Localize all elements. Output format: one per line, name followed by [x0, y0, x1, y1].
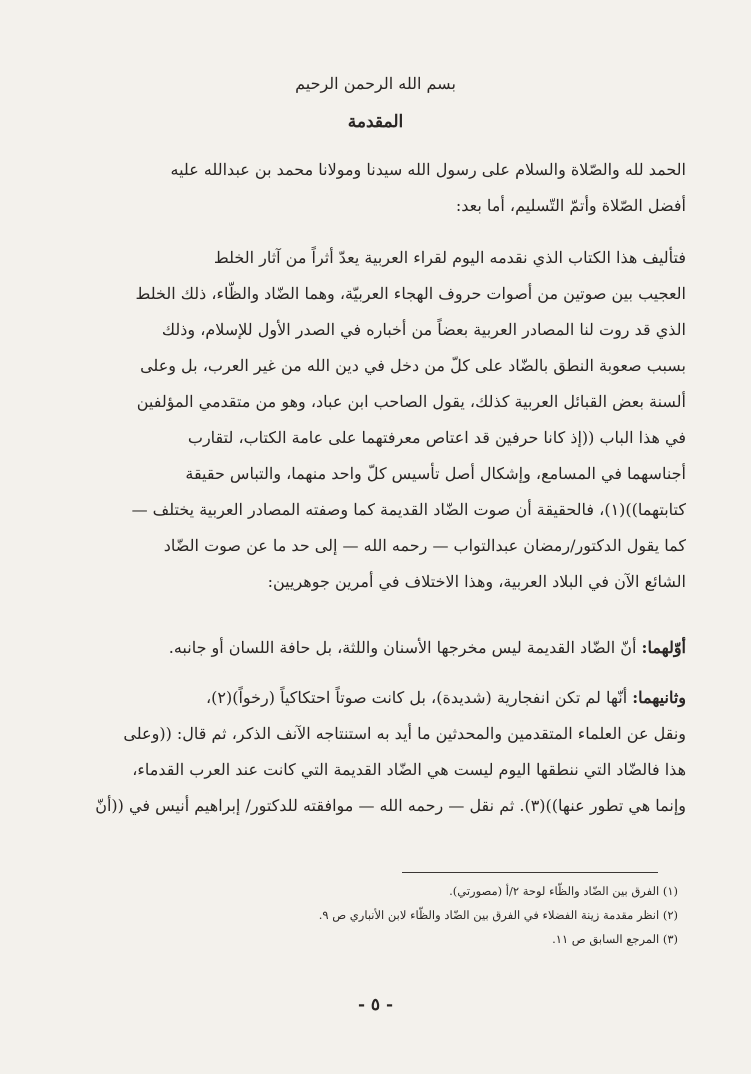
body-line: الشائع الآن في البلاد العربية، وهذا الاختلاف في أمرين جوهريين:	[267, 572, 686, 591]
body-line: في هذا الباب ((إذ كانا حرفين قد اعتاص معرفتهما على عامة الكتاب، لتقارب	[187, 428, 686, 447]
footnote-separator	[402, 872, 658, 873]
body-paragraph	[62, 240, 686, 600]
body-line: كما يقول الدكتور/رمضان عبدالتواب — رحمه الله — إلى حد ما عن صوت الضّاد	[163, 536, 686, 555]
first-point-line	[62, 630, 686, 666]
intro-paragraph	[62, 152, 686, 224]
body-line: ألسنة بعض القبائل العربية كذلك، يقول الصاحب ابن عباد، وهو من متقدمي المؤلفين	[136, 392, 686, 411]
basmala-heading: بسم الله الرحمن الرحيم	[295, 74, 456, 93]
section-title: المقدمة	[347, 112, 404, 132]
intro-line: أفضل الصّلاة وأتمّ التّسليم، أما بعد:	[455, 196, 686, 215]
intro-line: الحمد لله والصّلاة والسلام على رسول الله سيدنا ومولانا محمد بن عبدالله عليه	[170, 160, 686, 179]
footnotes	[62, 879, 686, 951]
second-point-first-text: أنّها لم تكن انفجارية (شديدة)، بل كانت صوتاً احتكاكياً (رخواً)(٢)،	[205, 688, 633, 707]
first-point-lead: أوّلهما:	[641, 638, 686, 657]
second-point-line: ونقل عن العلماء المتقدمين والمحدثين ما أيد به استنتاجه الآنف الذكر، ثم قال: ((وعلى	[123, 724, 686, 743]
body-line: أجناسهما في المسامع، وإشكال أصل تأسيس كلّ واحد منهما، والتباس حقيقة	[185, 464, 686, 483]
body-line: العجيب بين صوتين من أصوات حروف الهجاء العربيّة، وهما الضّاد والظّاء، ذلك الخلط	[135, 284, 686, 303]
body-line: بسبب صعوبة النطق بالضّاد على كلّ من دخل في دين الله من غير العرب، بل وعلى	[140, 356, 686, 375]
second-point-lead: وثانيهما:	[632, 688, 686, 707]
second-point-first-line	[62, 680, 686, 716]
first-point-paragraph	[62, 630, 686, 666]
second-point-paragraph	[62, 680, 686, 824]
second-point-line: وإنما هي تطور عنها))(٣). ثم نقل — رحمه الله — موافقته للدكتور/ إبراهيم أنيس في ((أنّ	[95, 796, 686, 815]
footnote-item: (١) الفرق بين الضّاد والظّاء لوحة ٢/أ (مصورتي).	[449, 884, 678, 898]
footnote-item: (٢) انظر مقدمة زينة الفضلاء في الفرق بين الضّاد والظّاء لابن الأنباري ص ٩.	[318, 908, 678, 922]
body-line: كتابتهما))(١)، فالحقيقة أن صوت الضّاد القديمة كما وصفته المصادر العربية يختلف —	[131, 500, 686, 519]
page-number: - ٥ -	[357, 995, 394, 1015]
body-line: الذي قد روت لنا المصادر العربية بعضاً من أخباره في الصدر الأول للإسلام، وذلك	[161, 320, 686, 339]
second-point-line: هذا فالضّاد التي ننطقها اليوم ليست هي الضّاد القديمة التي كانت عند العرب القدماء،	[132, 760, 686, 779]
body-line: فتأليف هذا الكتاب الذي نقدمه اليوم لقراء العربية يعدّ أثراً من آثار الخلط	[213, 248, 686, 267]
first-point-text: أنّ الضّاد القديمة ليس مخرجها الأسنان واللثة، بل حافة اللسان أو جانبه.	[168, 638, 642, 657]
footnote-item: (٣) المرجع السابق ص ١١.	[552, 932, 678, 946]
